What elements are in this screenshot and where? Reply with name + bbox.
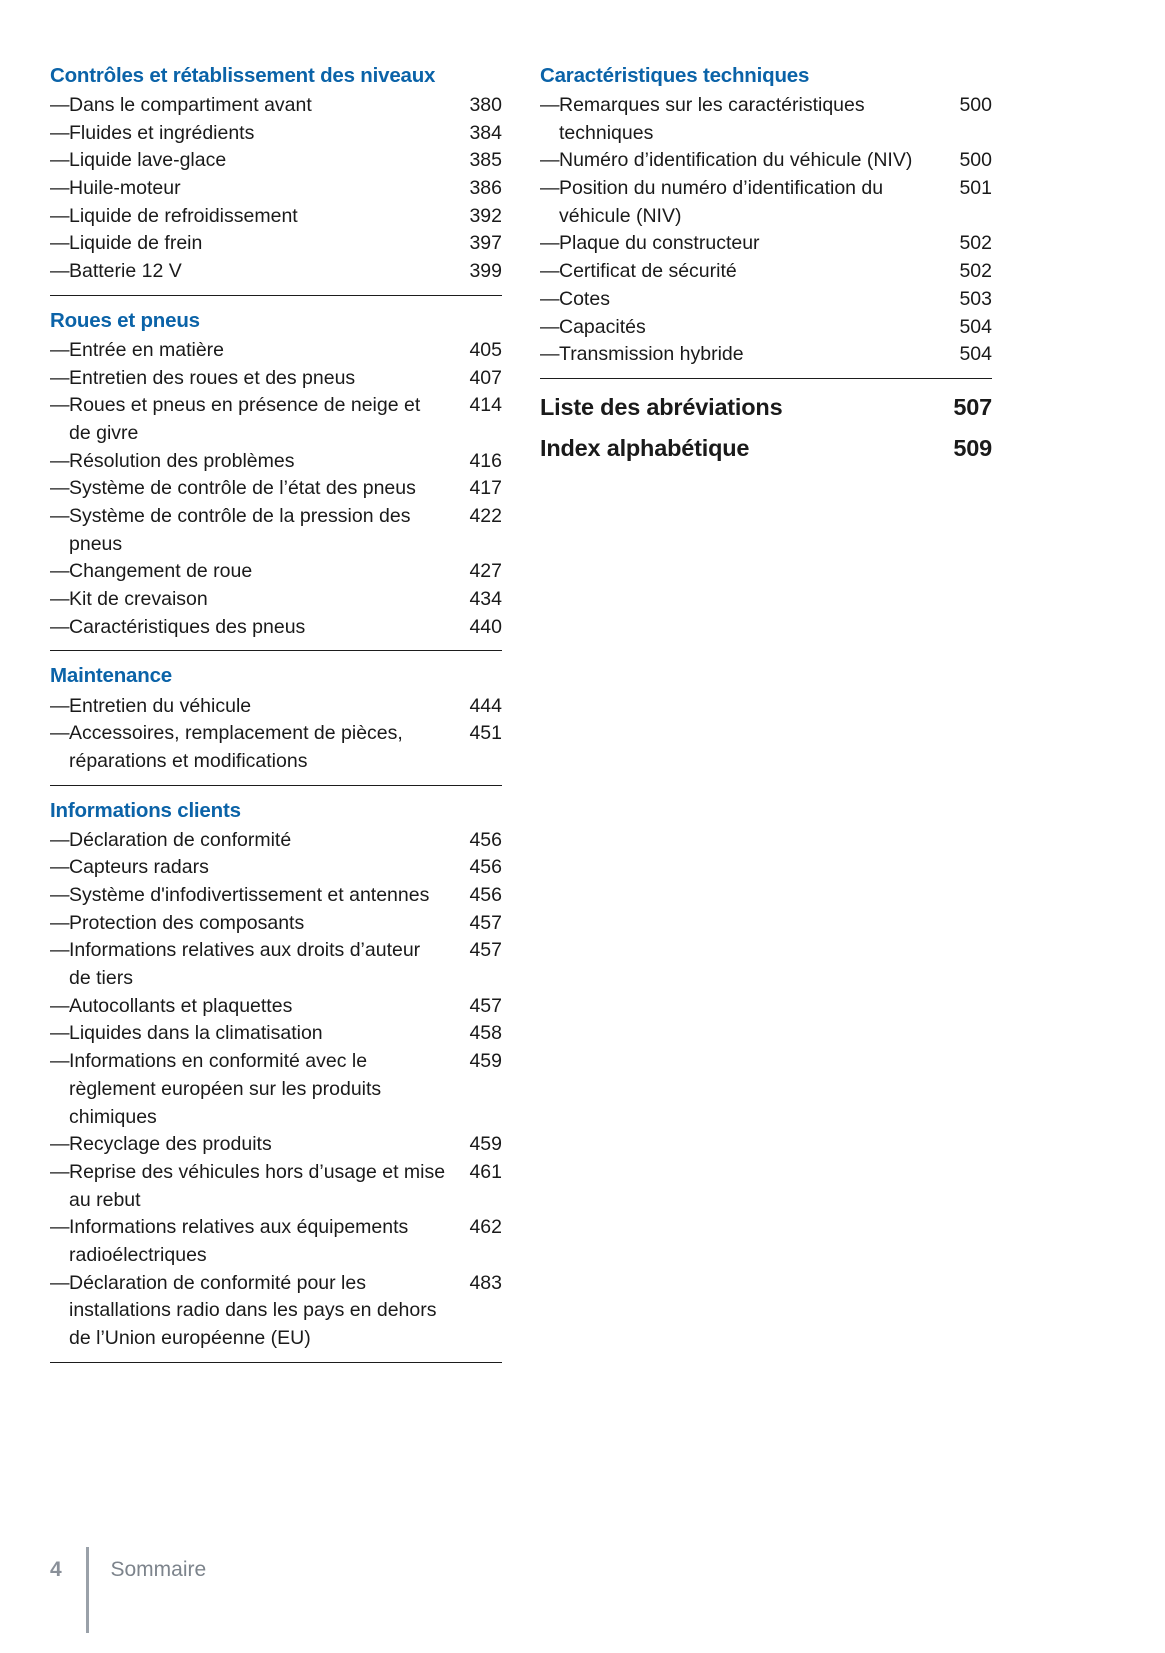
- toc-entry[interactable]: [50, 558, 502, 586]
- toc-entry[interactable]: [50, 1270, 502, 1353]
- toc-entry[interactable]: [50, 503, 502, 558]
- entry-label: Reprise des véhicules hors d’usage et mise au rebut: [69, 1160, 446, 1211]
- entry-dash: —: [50, 856, 70, 879]
- entry-dash: —: [50, 588, 70, 611]
- toc-section-roues-et-pneus: [50, 307, 502, 642]
- entry-dash: —: [50, 884, 70, 906]
- entry-page: 456: [469, 828, 502, 851]
- toc-entry[interactable]: [50, 1048, 502, 1131]
- entry-page: 416: [469, 449, 502, 472]
- toc-entry[interactable]: [50, 337, 502, 365]
- toc-section-informations-clients: [50, 797, 502, 1353]
- toc-entry[interactable]: [50, 586, 502, 614]
- entry-dash: —: [50, 1216, 70, 1239]
- toc-entry[interactable]: [540, 258, 992, 286]
- toc-entry[interactable]: [50, 365, 502, 393]
- entry-page: 507: [953, 393, 992, 420]
- entry-label: Certificat de sécurité: [559, 260, 737, 283]
- entry-dash: —: [50, 615, 70, 638]
- footer-divider: [86, 1547, 89, 1633]
- section-entry-list: [50, 92, 502, 286]
- entry-page: 440: [469, 615, 502, 638]
- entry-page: 397: [469, 232, 502, 255]
- toc-entry[interactable]: [50, 1020, 502, 1048]
- toc-entry[interactable]: [50, 937, 502, 992]
- entry-dash: —: [50, 204, 70, 227]
- entry-label: Remarques sur les caractéristiques techniques: [559, 94, 865, 144]
- section-divider: [540, 378, 992, 379]
- entry-label: Protection des composants: [69, 911, 305, 934]
- toc-entry[interactable]: [540, 147, 992, 175]
- entry-dash: —: [50, 449, 70, 472]
- toc-section-maintenance: [50, 662, 502, 775]
- section-title: Roues et pneus: [50, 308, 200, 332]
- section-entry-list: [50, 827, 502, 1353]
- entry-page: 444: [469, 694, 502, 717]
- entry-dash: —: [50, 1133, 70, 1156]
- toc-entry[interactable]: [50, 827, 502, 855]
- entry-page: 458: [469, 1022, 502, 1045]
- toc-entry[interactable]: [50, 203, 502, 231]
- entry-dash: —: [50, 394, 70, 417]
- toc-major-entry-index[interactable]: [540, 431, 992, 466]
- toc-entry[interactable]: [50, 230, 502, 258]
- entry-label: Système d'infodivertissement et antennes: [69, 884, 430, 906]
- entry-dash: —: [50, 505, 70, 528]
- toc-right-column: [540, 62, 992, 1374]
- entry-dash: —: [50, 994, 70, 1017]
- toc-entry[interactable]: [50, 120, 502, 148]
- entry-dash: —: [540, 287, 560, 310]
- entry-label: Entretien du véhicule: [69, 694, 252, 717]
- section-divider: [50, 1362, 502, 1363]
- entry-label: Déclaration de conformité: [69, 828, 292, 851]
- entry-page: 502: [959, 232, 992, 255]
- entry-page: 456: [469, 884, 502, 906]
- toc-entry[interactable]: [50, 614, 502, 642]
- entry-label: Autocollants et plaquettes: [69, 994, 293, 1017]
- entry-dash: —: [540, 315, 560, 338]
- entry-dash: —: [50, 828, 70, 851]
- entry-page: 501: [959, 177, 992, 200]
- entry-dash: —: [50, 94, 70, 117]
- entry-label: Dans le compartiment avant: [69, 94, 312, 117]
- entry-label: Plaque du constructeur: [559, 232, 760, 255]
- entry-dash: —: [50, 560, 70, 583]
- entry-label: Transmission hybride: [559, 343, 744, 366]
- entry-dash: —: [50, 1160, 70, 1183]
- entry-label: Caractéristiques des pneus: [69, 615, 306, 638]
- toc-entry[interactable]: [50, 854, 502, 882]
- toc-entry[interactable]: [540, 341, 992, 369]
- section-title: Maintenance: [50, 664, 172, 688]
- section-divider: [50, 295, 502, 296]
- toc-entry[interactable]: [540, 230, 992, 258]
- toc-entry[interactable]: [540, 92, 992, 147]
- entry-page: 405: [469, 338, 502, 361]
- entry-label: Liquides dans la climatisation: [69, 1022, 323, 1045]
- entry-page: 503: [959, 287, 992, 310]
- section-entry-list: [50, 337, 502, 642]
- entry-page: 384: [469, 121, 502, 144]
- entry-label: Cotes: [559, 287, 610, 310]
- entry-dash: —: [540, 177, 560, 200]
- entry-dash: —: [50, 911, 70, 934]
- entry-label: Huile-moteur: [69, 177, 181, 200]
- toc-columns: [50, 62, 1115, 1374]
- toc-section-caracteristiques-techniques: [540, 62, 992, 369]
- entry-label: Fluides et ingrédients: [69, 121, 255, 144]
- entry-dash: —: [50, 177, 70, 200]
- entry-label: Informations relatives aux droits d’auteur de tiers: [69, 939, 421, 990]
- toc-entry[interactable]: [50, 1131, 502, 1159]
- entry-page: 407: [469, 366, 502, 389]
- entry-dash: —: [50, 1271, 70, 1294]
- entry-label: Capacités: [559, 315, 646, 338]
- entry-dash: —: [50, 694, 70, 717]
- entry-label: Système de contrôle de la pression des pneus: [69, 505, 411, 555]
- entry-label: Système de contrôle de l’état des pneus: [69, 477, 416, 500]
- toc-section-controles: [50, 62, 502, 286]
- entry-label: Liquide lave-glace: [69, 149, 227, 172]
- toc-major-entry-abreviations[interactable]: [540, 390, 992, 425]
- entry-dash: —: [50, 722, 70, 745]
- entry-dash: —: [50, 260, 70, 283]
- entry-label: Informations en conformité avec le règlement européen sur les produits chimiques: [69, 1050, 382, 1128]
- toc-entry[interactable]: [50, 910, 502, 938]
- toc-entry[interactable]: [50, 92, 502, 120]
- entry-page: 457: [469, 911, 502, 934]
- section-title: Contrôles et rétablissement des niveaux: [50, 64, 436, 87]
- entry-label: Résolution des problèmes: [69, 449, 295, 472]
- toc-entry[interactable]: [50, 448, 502, 476]
- entry-label: Capteurs radars: [69, 856, 209, 879]
- entry-label: Accessoires, remplacement de pièces, réparations et modifications: [69, 722, 403, 772]
- entry-label: Informations relatives aux équipements radioélectriques: [69, 1216, 409, 1266]
- entry-page: 399: [469, 260, 502, 283]
- toc-entry[interactable]: [50, 392, 502, 447]
- entry-page: 461: [469, 1160, 502, 1183]
- entry-page: 414: [469, 394, 502, 417]
- section-entry-list: [50, 693, 502, 776]
- entry-page: 417: [469, 477, 502, 500]
- entry-dash: —: [540, 94, 560, 117]
- entry-label: Entrée en matière: [69, 338, 225, 361]
- entry-page: 385: [469, 149, 502, 172]
- entry-page: 456: [469, 856, 502, 879]
- entry-page: 500: [959, 94, 992, 117]
- entry-page: 462: [469, 1216, 502, 1239]
- toc-entry[interactable]: [50, 258, 502, 286]
- entry-page: 500: [959, 149, 992, 172]
- footer-label: Sommaire: [110, 1558, 207, 1581]
- entry-label: Liquide de refroidissement: [69, 204, 298, 227]
- section-title: Caractéristiques techniques: [540, 64, 810, 87]
- entry-page: 422: [469, 505, 502, 528]
- entry-label: Roues et pneus en présence de neige et de givre: [69, 394, 421, 444]
- toc-entry[interactable]: [50, 1159, 502, 1214]
- entry-label: Position du numéro d’identification du véhicule (NIV): [559, 177, 884, 227]
- entry-label: Index alphabétique: [540, 435, 750, 462]
- entry-page: 483: [469, 1271, 502, 1294]
- entry-page: 502: [959, 260, 992, 283]
- entry-dash: —: [50, 338, 70, 361]
- entry-page: 504: [959, 343, 992, 366]
- toc-entry[interactable]: [50, 993, 502, 1021]
- toc-entry[interactable]: [50, 720, 502, 775]
- entry-dash: —: [50, 149, 70, 172]
- entry-label: Liste des abréviations: [540, 393, 783, 420]
- entry-dash: —: [50, 366, 70, 389]
- entry-page: 434: [469, 588, 502, 611]
- toc-entry[interactable]: [540, 286, 992, 314]
- entry-label: Déclaration de conformité pour les installations radio dans les pays en dehors de l’Union européenne (EU): [69, 1271, 437, 1349]
- section-divider: [50, 785, 502, 786]
- entry-dash: —: [50, 1022, 70, 1045]
- toc-entry[interactable]: [50, 175, 502, 203]
- toc-entry[interactable]: [50, 147, 502, 175]
- entry-label: Batterie 12 V: [69, 260, 182, 283]
- toc-entry[interactable]: [50, 693, 502, 721]
- entry-dash: —: [50, 232, 70, 255]
- entry-dash: —: [540, 232, 560, 255]
- section-title: Informations clients: [50, 798, 241, 822]
- entry-label: Kit de crevaison: [69, 588, 208, 611]
- toc-entry[interactable]: [50, 882, 502, 910]
- entry-page: 459: [469, 1050, 502, 1073]
- entry-label: Recyclage des produits: [69, 1133, 272, 1156]
- entry-page: 457: [469, 994, 502, 1017]
- entry-dash: —: [50, 1050, 70, 1073]
- toc-left-column: [50, 62, 502, 1374]
- entry-dash: —: [540, 260, 560, 283]
- page-footer: [50, 1547, 206, 1593]
- entry-page: 451: [469, 722, 502, 745]
- entry-page: 504: [959, 315, 992, 338]
- entry-dash: —: [50, 477, 70, 500]
- entry-label: Entretien des roues et des pneus: [69, 366, 356, 389]
- entry-dash: —: [540, 343, 560, 366]
- entry-page: 459: [469, 1133, 502, 1156]
- toc-entry[interactable]: [50, 475, 502, 503]
- entry-label: Numéro d’identification du véhicule (NIV): [559, 149, 913, 172]
- entry-page: 457: [469, 939, 502, 962]
- entry-dash: —: [50, 121, 70, 144]
- entry-label: Liquide de frein: [69, 232, 203, 255]
- section-divider: [50, 650, 502, 651]
- entry-page: 380: [469, 94, 502, 117]
- entry-label: Changement de roue: [69, 560, 253, 583]
- entry-page: 392: [469, 204, 502, 227]
- entry-dash: —: [50, 939, 70, 962]
- entry-page: 427: [469, 560, 502, 583]
- footer-page-number: 4: [50, 1558, 62, 1581]
- toc-entry[interactable]: [540, 175, 992, 230]
- toc-entry[interactable]: [50, 1214, 502, 1269]
- toc-entry[interactable]: [540, 314, 992, 342]
- entry-page: 509: [953, 435, 992, 462]
- section-entry-list: [540, 92, 992, 369]
- entry-page: 386: [469, 177, 502, 200]
- entry-dash: —: [540, 149, 560, 172]
